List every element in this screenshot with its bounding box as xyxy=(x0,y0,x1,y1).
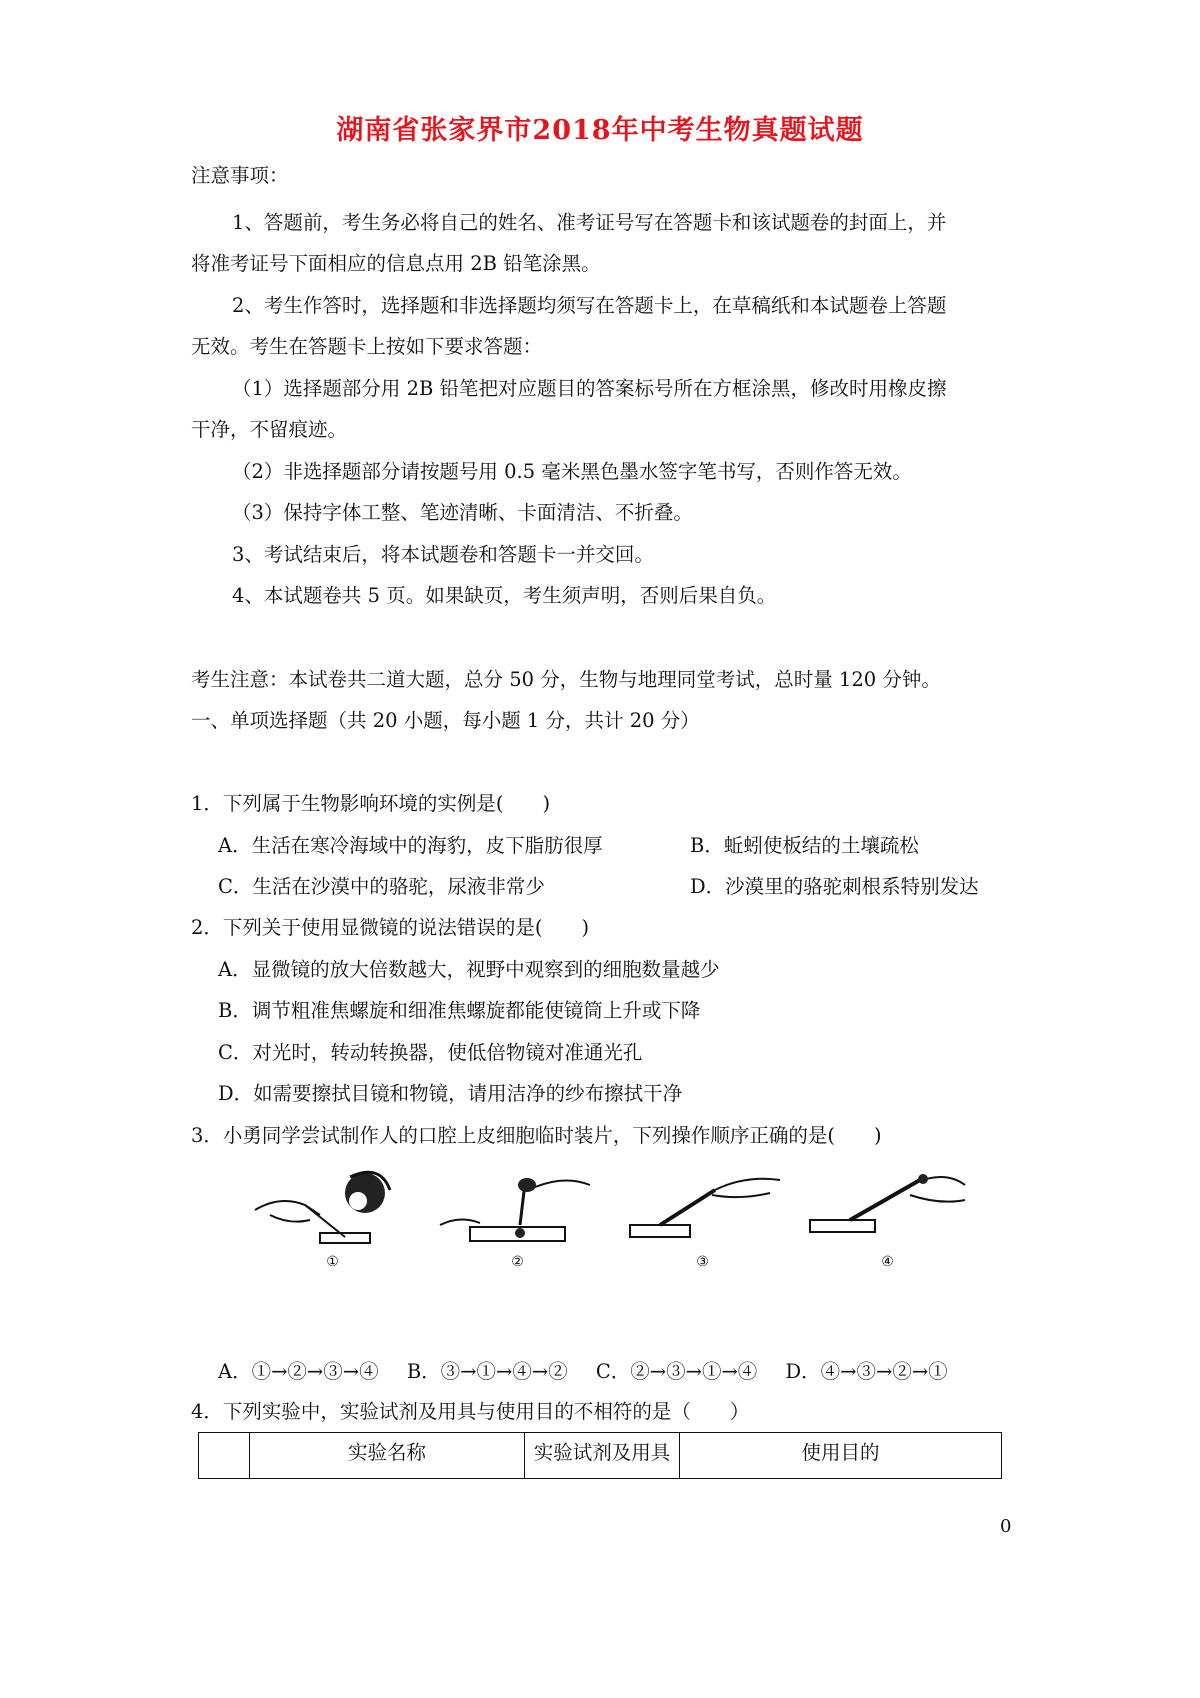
option-a: A．生活在寒冷海域中的海豹，皮下脂肪很厚 xyxy=(218,834,603,857)
notice-heading: 注意事项： xyxy=(191,164,289,187)
question-stem: 1．下列属于生物影响环境的实例是( ) xyxy=(191,792,551,815)
experiment-table xyxy=(198,1432,1002,1479)
figure-label: ④ xyxy=(881,1254,894,1270)
dropper-illustration xyxy=(435,1165,600,1255)
option-c: C．②→③→①→④ xyxy=(595,1360,758,1383)
question-stem: 4．下列实验中，实验试剂及用具与使用目的不相符的是（ ） xyxy=(191,1400,750,1423)
option-a: A．①→②→③→④ xyxy=(218,1360,379,1383)
option-c: C．生活在沙漠中的骆驼，尿液非常少 xyxy=(218,875,545,898)
section-heading: 一、单项选择题（共 20 小题，每小题 1 分，共计 20 分） xyxy=(191,709,700,732)
slide-illustration xyxy=(620,1165,785,1255)
figure-label: ① xyxy=(326,1254,339,1270)
option-b: B．③→①→④→② xyxy=(406,1360,568,1383)
notice-line: 3、考试结束后，将本试题卷和答题卡一并交回。 xyxy=(232,543,654,566)
procedure-figures xyxy=(250,1165,990,1275)
notice-line: 2、考生作答时，选择题和非选择题均须写在答题卡上，在草稿纸和本试题卷上答题 xyxy=(232,294,947,317)
option-d: D．沙漠里的骆驼刺根系特别发达 xyxy=(690,875,979,898)
notice-line: 将准考证号下面相应的信息点用 2B 铅笔涂黑。 xyxy=(191,252,601,275)
page-number: 0 xyxy=(1000,1516,1012,1537)
table-header-cell: 使用目的 xyxy=(680,1433,1002,1479)
hand-swab-illustration xyxy=(250,1165,415,1255)
table-header-cell xyxy=(199,1433,250,1479)
notice-line: 4、本试题卷共 5 页。如果缺页，考生须声明，否则后果自负。 xyxy=(232,584,777,607)
table-header-cell: 实验名称 xyxy=(250,1433,525,1479)
question-stem: 2．下列关于使用显微镜的说法错误的是( ) xyxy=(191,916,590,939)
notice-line: （3）保持字体工整、笔迹清晰、卡面清洁、不折叠。 xyxy=(232,501,693,524)
figure-label: ③ xyxy=(696,1254,709,1270)
option-a: A．显微镜的放大倍数越大，视野中观察到的细胞数量越少 xyxy=(218,958,720,981)
procedure-figure-1 xyxy=(250,1165,415,1270)
procedure-figure-2 xyxy=(435,1165,600,1270)
option-b: B．调节粗准焦螺旋和细准焦螺旋都能使镜筒上升或下降 xyxy=(218,999,701,1022)
exam-note: 考生注意：本试卷共二道大题，总分 50 分，生物与地理同堂考试，总时量 120 分钟。 xyxy=(191,668,941,691)
option-c: C．对光时，转动转换器，使低倍物镜对准通光孔 xyxy=(218,1041,643,1064)
option-d: D．④→③→②→① xyxy=(785,1360,948,1383)
option-d: D．如需要擦拭目镜和物镜，请用洁净的纱布擦拭干净 xyxy=(218,1082,683,1105)
table-header-cell: 实验试剂及用具 xyxy=(525,1433,680,1479)
notice-line: （2）非选择题部分请按题号用 0.5 毫米黑色墨水签字笔书写，否则作答无效。 xyxy=(232,460,912,483)
notice-line: 干净，不留痕迹。 xyxy=(191,418,348,441)
notice-line: （1）选择题部分用 2B 铅笔把对应题目的答案标号所在方框涂黑，修改时用橡皮擦 xyxy=(232,377,947,400)
procedure-figure-4 xyxy=(805,1165,970,1270)
table-header-row xyxy=(199,1433,1002,1479)
page-title: 湖南省张家界市2018年中考生物真题试题 xyxy=(336,115,864,146)
procedure-figure-3 xyxy=(620,1165,785,1270)
q3-options xyxy=(218,1358,970,1386)
cover-slip-illustration xyxy=(805,1165,970,1255)
option-b: B．蚯蚓使板结的土壤疏松 xyxy=(690,834,919,857)
notice-line: 1、答题前，考生务必将自己的姓名、准考证号写在答题卡和该试题卷的封面上，并 xyxy=(232,211,947,234)
figure-label: ② xyxy=(511,1254,524,1270)
notice-line: 无效。考生在答题卡上按如下要求答题： xyxy=(191,335,543,358)
question-stem: 3．小勇同学尝试制作人的口腔上皮细胞临时装片，下列操作顺序正确的是( ) xyxy=(191,1124,882,1147)
